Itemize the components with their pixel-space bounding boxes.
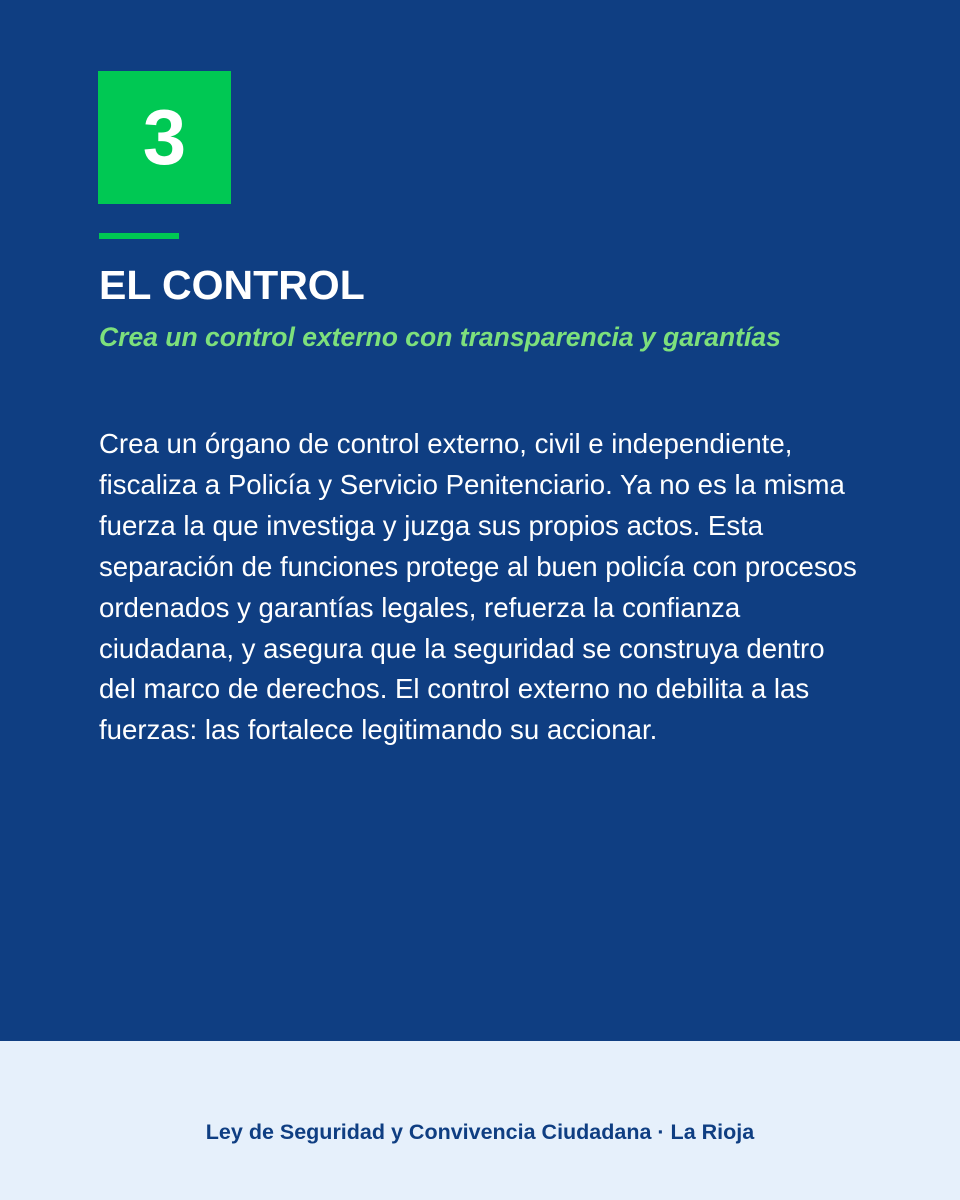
accent-divider (99, 233, 179, 239)
card-subtitle: Crea un control externo con transparencia y garantías (99, 322, 781, 352)
footer-text: Ley de Seguridad y Convivencia Ciudadana · La Rioja (205, 1120, 755, 1144)
card-body-text: Crea un órgano de control externo, civil e independiente, fiscaliza a Policía y Servicio Penitenciario. Ya no es la misma fuerza la que investiga y juzga sus propios actos. Esta separación de funciones protege al buen policía con procesos ordenados y garantías legales, refuerza la confianza ciudadana, y asegura que la seguridad se construya dentro del marco de derechos. El control externo no debilita a las fuerzas: las fortalece legitimando su accionar. (99, 428, 857, 746)
card-title: EL CONTROL (99, 262, 365, 308)
step-number-badge: 3 (98, 71, 231, 204)
